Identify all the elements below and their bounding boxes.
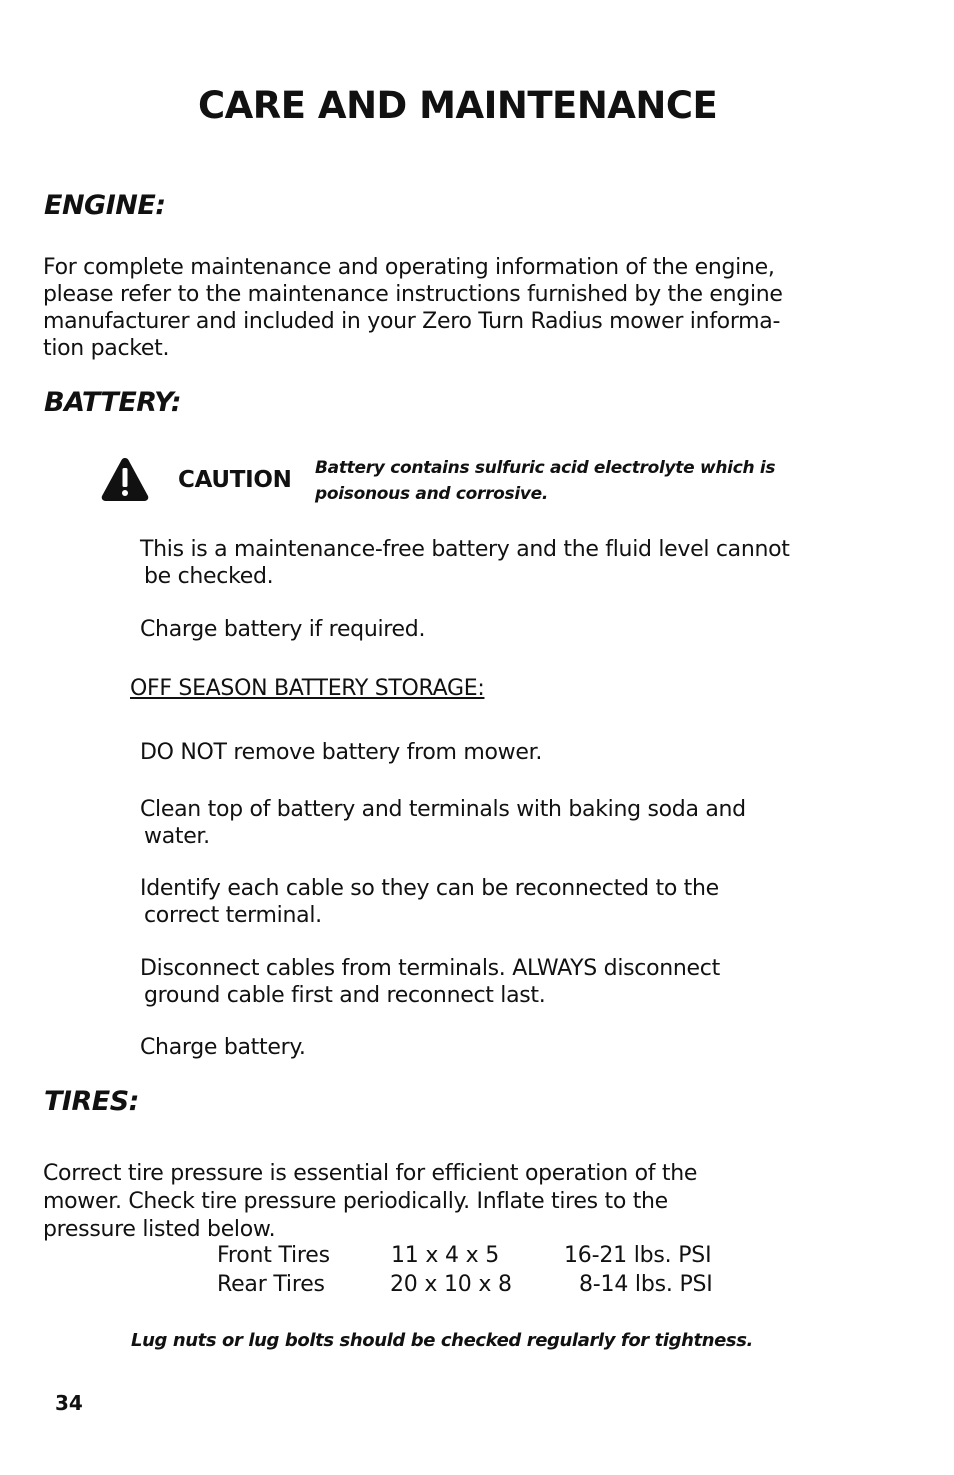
battery-item-charge: Charge battery if required. — [140, 617, 426, 642]
tires-paragraph — [43, 1160, 903, 1244]
engine-line: please refer to the maintenance instructions furnished by the engine — [43, 282, 783, 307]
item-line: Disconnect cables from terminals. ALWAYS disconnect — [140, 956, 720, 981]
tires-line: pressure listed below. — [43, 1217, 276, 1242]
caution-line: Battery contains sulfuric acid electrolyte which is — [315, 458, 776, 478]
page-number: 34 — [55, 1391, 83, 1415]
item-line: water. — [144, 824, 210, 849]
item-line: Identify each cable so they can be reconnected to the — [140, 876, 719, 901]
engine-line: For complete maintenance and operating information of the engine, — [43, 255, 775, 280]
front-tire-size: 11 x 4 x 5 — [391, 1243, 500, 1268]
item-line: ground cable first and reconnect last. — [144, 983, 546, 1008]
page-title: CARE AND MAINTENANCE — [198, 84, 718, 127]
tires-heading: TIRES: — [44, 1086, 139, 1117]
engine-heading: ENGINE: — [44, 190, 166, 221]
engine-line: tion packet. — [43, 336, 170, 361]
caution-label: CAUTION — [178, 467, 292, 493]
item-line: correct terminal. — [144, 903, 322, 928]
storage-item-charge: Charge battery. — [140, 1035, 306, 1060]
engine-line: manufacturer and included in your Zero Turn Radius mower informa- — [43, 309, 781, 334]
storage-heading: OFF SEASON BATTERY STORAGE: — [130, 676, 485, 701]
rear-tire-size: 20 x 10 x 8 — [390, 1272, 512, 1297]
warning-triangle-icon — [100, 456, 150, 502]
item-line: This is a maintenance-free battery and the fluid level cannot — [140, 537, 790, 562]
item-line: Clean top of battery and terminals with baking soda and — [140, 797, 746, 822]
storage-item-clean — [140, 796, 900, 850]
tires-line: Correct tire pressure is essential for efficient operation of the — [43, 1161, 698, 1186]
front-tire-name: Front Tires — [217, 1243, 330, 1268]
battery-heading: BATTERY: — [44, 387, 182, 418]
rear-tire-pressure: 8-14 lbs. PSI — [579, 1272, 713, 1297]
storage-item-disconnect — [140, 955, 900, 1009]
caution-line: poisonous and corrosive. — [315, 484, 549, 504]
battery-item-maintenance-free — [140, 536, 900, 590]
tires-line: mower. Check tire pressure periodically. Inflate tires to the — [43, 1189, 668, 1214]
rear-tire-name: Rear Tires — [217, 1272, 325, 1297]
storage-item-identify — [140, 875, 900, 929]
lug-nut-note: Lug nuts or lug bolts should be checked regularly for tightness. — [131, 1330, 753, 1351]
item-line: be checked. — [144, 564, 274, 589]
engine-paragraph — [43, 254, 903, 362]
storage-item-do-not-remove: DO NOT remove battery from mower. — [140, 740, 543, 765]
front-tire-pressure: 16-21 lbs. PSI — [564, 1243, 712, 1268]
caution-message — [315, 455, 835, 507]
